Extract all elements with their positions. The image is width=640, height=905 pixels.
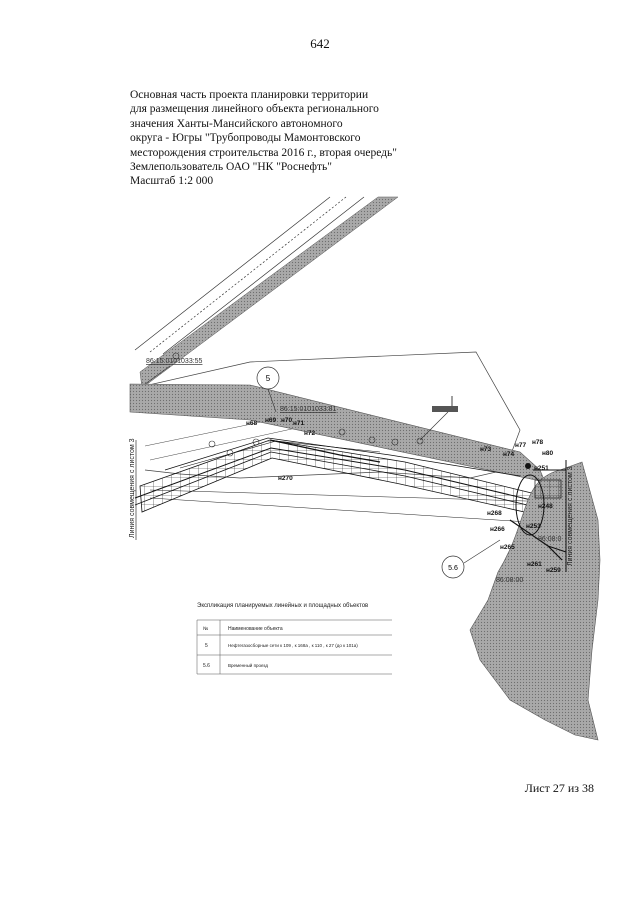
header-line: Землепользователь ОАО "НК "Роснефть" xyxy=(130,161,332,174)
scale-line: Масштаб 1:2 000 xyxy=(130,175,214,188)
point-label: н80 xyxy=(542,450,554,457)
point-label: н77 xyxy=(515,442,527,449)
point-label: н70 xyxy=(281,417,293,424)
header-line: значения Ханты-Мансийского автономного xyxy=(130,117,343,130)
legend-col-name: Наименование объекта xyxy=(228,626,283,632)
right-match-line-label: Линия совмещения с листом 3 xyxy=(567,466,574,566)
point-label: н253 xyxy=(526,523,541,530)
point-label: н74 xyxy=(503,451,515,458)
point-label: н73 xyxy=(480,446,492,453)
parcel-label: 86:08:0 xyxy=(538,536,562,543)
legend-row-num: 5.6 xyxy=(203,663,210,669)
header-line: Основная часть проекта планировки территории xyxy=(130,89,369,101)
header-line: месторождения строительства 2016 г., вторая очередь" xyxy=(130,146,397,159)
point-label: н248 xyxy=(538,503,553,510)
road-strips xyxy=(130,197,398,395)
point-label: н270 xyxy=(278,475,293,482)
point-label: н259 xyxy=(546,567,561,574)
parcel-label: 86:15:0101033:81 xyxy=(280,406,337,413)
point-label: н268 xyxy=(487,510,502,517)
point-label: н78 xyxy=(532,439,544,446)
point-label: н261 xyxy=(527,561,542,568)
legend-title: Экспликация планируемых линейных и площадных объектов xyxy=(197,603,369,609)
parcel-label: 86:08:00 xyxy=(496,577,524,584)
point-label: н251 xyxy=(534,465,549,472)
parcel-label: 86:15:0101033:55 xyxy=(146,358,203,365)
legend-col-num: № xyxy=(203,626,209,632)
point-label: н71 xyxy=(293,420,305,427)
header-line: округа - Югры "Трубопроводы Мамонтовского xyxy=(130,132,361,145)
legend-row-num: 5 xyxy=(205,643,208,649)
page-number: 642 xyxy=(310,36,330,51)
point-label: н69 xyxy=(265,417,277,424)
svg-text:5.6: 5.6 xyxy=(448,565,458,572)
legend-table xyxy=(197,602,392,674)
point-label: н72 xyxy=(304,430,316,437)
sheet-number: Лист 27 из 38 xyxy=(524,781,594,795)
circle-label-5-6 xyxy=(442,540,500,578)
point-label: н265 xyxy=(500,544,515,551)
svg-text:5: 5 xyxy=(265,374,271,383)
point-label: н68 xyxy=(246,420,258,427)
left-match-line-label: Линия совмещения с листом 3 xyxy=(129,438,136,538)
point-label: н266 xyxy=(490,526,505,533)
legend-row-name: Нефтегазосборные сети к 109 , к 168а , к 110 , к 27 (до к 101а) xyxy=(228,643,358,648)
legend-row-name: Временный проезд xyxy=(228,663,269,668)
header-line: для размещения линейного объекта регионального xyxy=(130,103,379,116)
